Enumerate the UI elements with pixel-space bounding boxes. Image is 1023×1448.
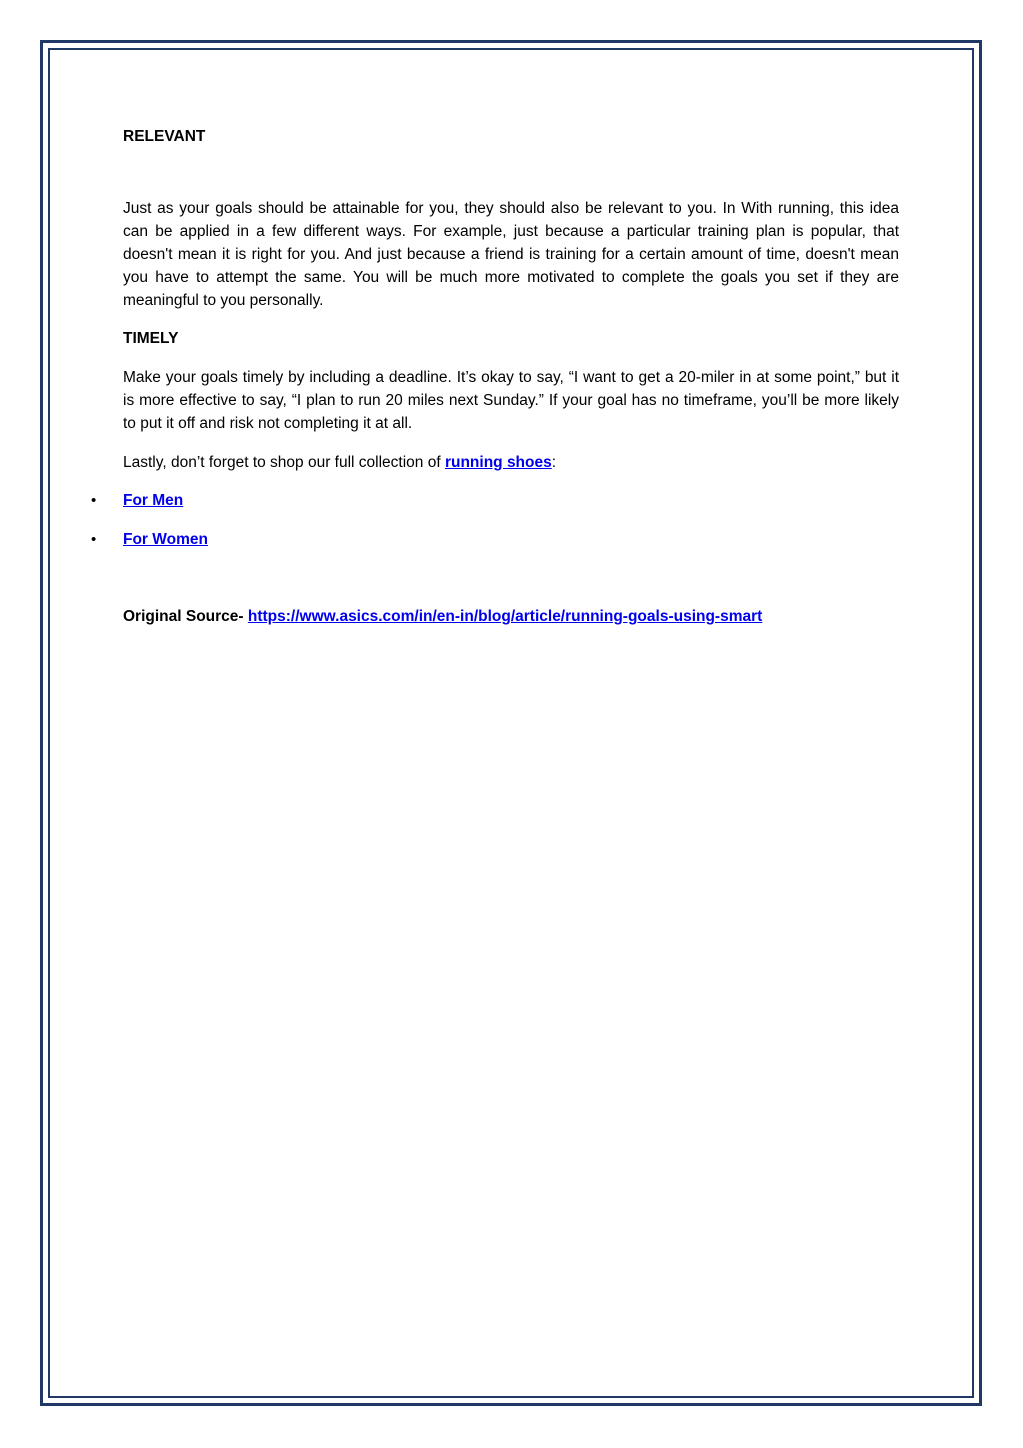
- source-label: Original Source-: [123, 608, 248, 625]
- bullet-icon: •: [91, 531, 97, 548]
- paragraph-timely: Make your goals timely by including a deadline. It’s okay to say, “I want to get a 20-miler in at some point,” but it is more effective to say, “I plan to run 20 miles next Sunday.” If your goal has no timeframe, you’ll be more likely to put it off and risk not completing it at all.: [123, 369, 899, 432]
- list-item-men: [91, 489, 183, 512]
- shop-prefix: Lastly, don’t forget to shop our full collection of: [123, 454, 445, 471]
- running-shoes-link[interactable]: running shoes: [444, 454, 552, 471]
- source-url-link[interactable]: https://www.asics.com/in/en-in/blog/article/running-goals-using-smart: [247, 608, 763, 625]
- source-line: [123, 605, 762, 628]
- heading-timely: TIMELY: [123, 330, 179, 347]
- heading-relevant: RELEVANT: [123, 128, 206, 145]
- for-men-link[interactable]: For Men: [123, 492, 184, 509]
- shop-sentence: [123, 451, 556, 474]
- bullet-icon: •: [91, 492, 97, 509]
- paragraph-relevant: Just as your goals should be attainable for you, they should also be relevant to you. In With running, this idea can be applied in a few different ways. For example, just because a particular training plan is popular, that doesn't mean it is right for you. And just because a friend is training for a certain amount of time, doesn't mean you have to attempt the same. You will be much more motivated to complete the goals you set if they are meaningful to you personally.: [123, 200, 899, 309]
- for-women-link[interactable]: For Women: [123, 531, 208, 548]
- shop-suffix: :: [551, 454, 557, 471]
- list-item-women: [91, 528, 208, 551]
